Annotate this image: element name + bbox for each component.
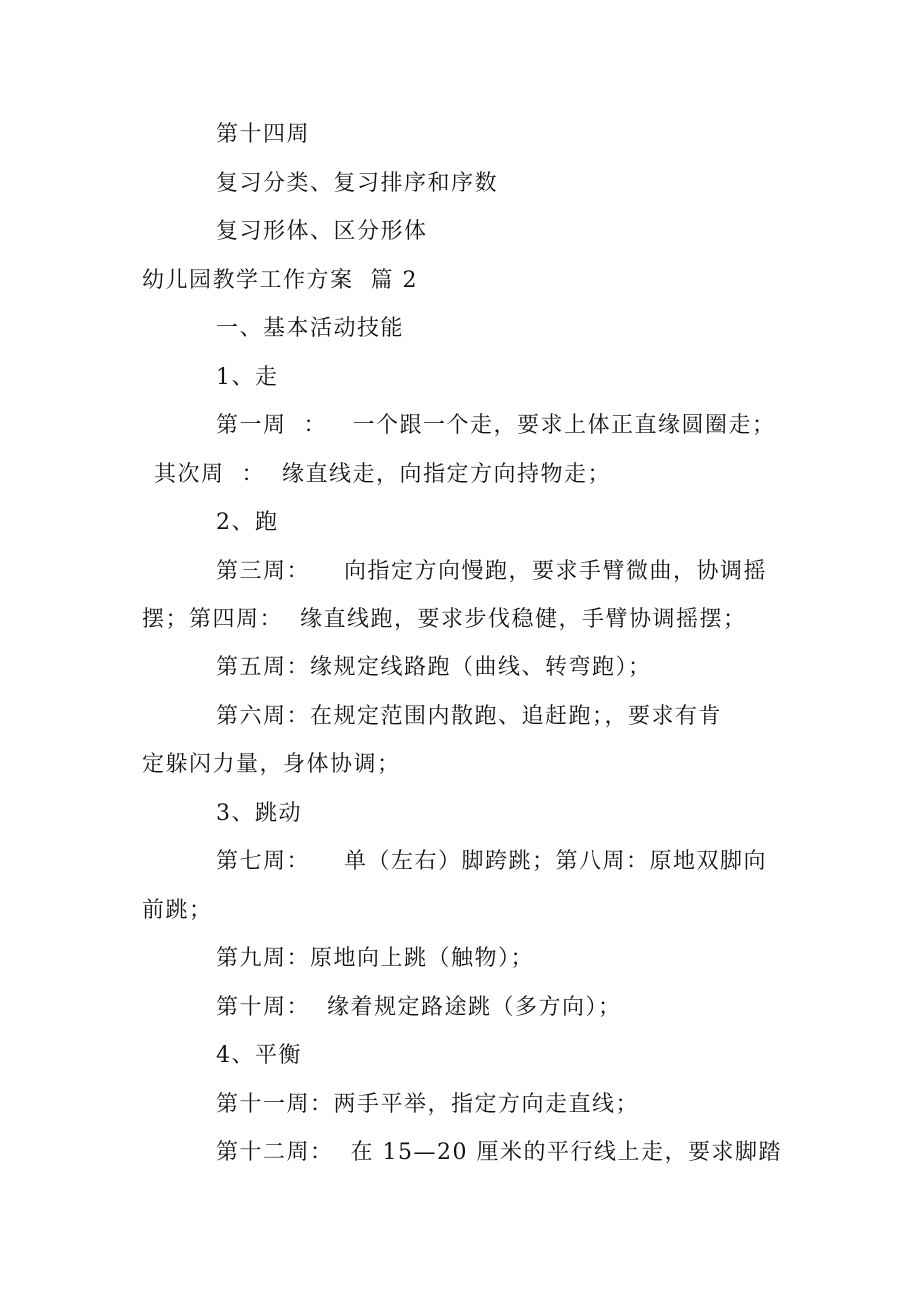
text-line-week2: 其次周 ： 缘直线走，向指定方向持物走；	[154, 462, 611, 487]
item-heading-balance: 4、平衡	[216, 1043, 302, 1068]
item-heading-walk: 1、走	[216, 365, 279, 390]
text-line-week10: 第十周： 缘着规定路途跳（多方向）；	[216, 995, 622, 1020]
text-line-review-classification: 复习分类、复习排序和序数	[216, 171, 499, 196]
item-heading-run: 2、跑	[216, 510, 279, 535]
text-line-week3: 第三周： 向指定方向慢跑，要求手臂微曲，协调摇	[216, 559, 767, 584]
text-line-week1: 第一周 ： 一个跟一个走，要求上体正直缘圆圈走；	[216, 413, 776, 438]
text-line-week9: 第九周：原地向上跳（触物）；	[216, 946, 535, 971]
text-line-review-shapes: 复习形体、区分形体	[216, 219, 428, 244]
text-line-week12: 第十二周： 在 15—20 厘米的平行线上走，要求脚踏	[216, 1140, 782, 1165]
text-line-week6-cont: 定躲闪力量，身体协调；	[142, 752, 401, 777]
text-line-week14: 第十四周	[216, 122, 311, 147]
text-line-week6: 第六周：在规定范围内散跑、追赶跑；，要求有肯	[216, 704, 723, 729]
subheading-basic-skills: 一、基本活动技能	[216, 316, 405, 341]
item-heading-jump: 3、跳动	[216, 801, 302, 826]
text-line-week4: 摆；第四周： 缘直线跑，要求步伐稳健，手臂协调摇摆；	[142, 607, 747, 632]
text-line-week8-cont: 前跳；	[142, 898, 213, 923]
section-heading-plan-2: 幼儿园教学工作方案 篇 2	[142, 268, 418, 293]
text-line-week5: 第五周：缘规定线路跑（曲线、转弯跑）；	[216, 655, 652, 680]
text-line-week11: 第十一周：两手平举，指定方向走直线；	[216, 1092, 640, 1117]
text-line-week7: 第七周： 单（左右）脚跨跳；第八周：原地双脚向	[216, 849, 767, 874]
